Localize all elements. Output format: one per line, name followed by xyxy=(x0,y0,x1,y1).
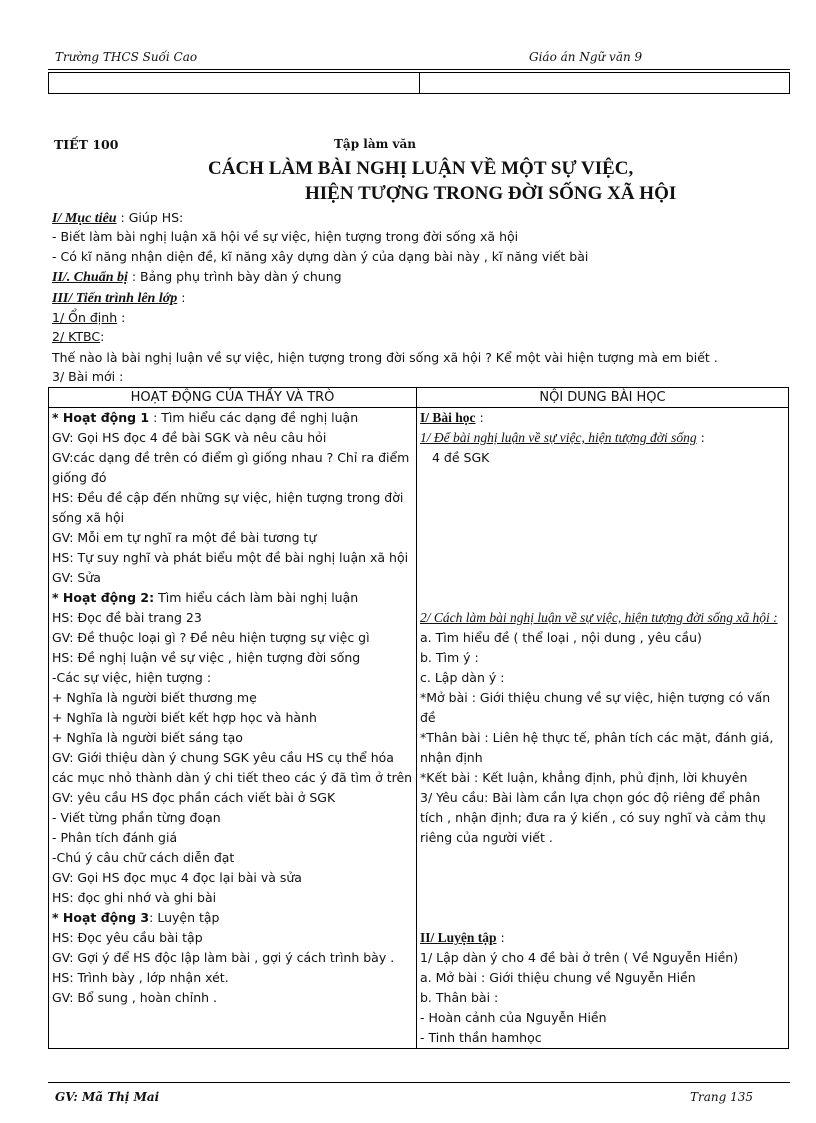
list-item: *Thân bài : Liên hệ thực tế, phân tích các mặt, đánh giá, nhận định xyxy=(420,730,774,765)
header-divider xyxy=(48,69,790,70)
list-item: + Nghĩa là người biết sáng tạo xyxy=(52,730,243,745)
section-2-practice-heading: II/ Luyện tập : xyxy=(420,930,505,945)
list-item: GV: yêu cầu HS đọc phần cách viết bài ở SGK xyxy=(52,790,336,805)
list-item: c. Lập dàn ý : xyxy=(420,670,505,685)
section-1-heading: I/ Bài học : xyxy=(420,410,484,425)
list-item: GV:các dạng đề trên có điểm gì giống nhau ? Chỉ ra điểm giống đó xyxy=(52,450,410,485)
process-heading: III/ Tiến trình lên lớp : xyxy=(52,290,186,306)
list-item: GV: Đề thuộc loại gì ? Đề nêu hiện tượng sự việc gì xyxy=(52,630,370,645)
activity-3-heading: * Hoạt động 3: Luyện tập xyxy=(52,910,220,925)
list-item: b. Thân bài : xyxy=(420,990,499,1005)
document-name: Giáo án Ngữ văn 9 xyxy=(529,50,643,64)
prep-heading: II/. Chuẩn bị : Bảng phụ trình bày dàn ý chung xyxy=(52,269,342,285)
step-1: 1/ Ổn định : xyxy=(52,310,126,325)
activities-cell xyxy=(49,408,417,1049)
step-2: 2/ KTBC: xyxy=(52,329,105,344)
list-item: HS: Tự suy nghĩ và phát biểu một đề bài nghị luận xã hội xyxy=(52,550,409,565)
list-item: GV: Gọi HS đọc 4 đề bài SGK và nêu câu hỏi xyxy=(52,430,327,445)
page-header xyxy=(55,50,788,68)
list-item: HS: Đọc yêu cầu bài tập xyxy=(52,930,203,945)
list-item: -Chú ý câu chữ cách diễn đạt xyxy=(52,850,235,865)
school-name: Trường THCS Suối Cao xyxy=(55,50,198,64)
list-item: - Viết từng phần từng đoạn xyxy=(52,810,221,825)
list-item: HS: đọc ghi nhớ và ghi bài xyxy=(52,890,217,905)
list-item: - Phân tích đánh giá xyxy=(52,830,178,845)
lesson-title-line2: HIỆN TƯỢNG TRONG ĐỜI SỐNG XÃ HỘI xyxy=(305,183,677,204)
activity-2-heading: * Hoạt động 2: Tìm hiểu cách làm bài nghị luận xyxy=(52,590,359,605)
footer-divider xyxy=(48,1082,790,1083)
footer-page-number: Trang 135 xyxy=(690,1090,754,1104)
list-item: 3/ Yêu cầu: Bài làm cần lựa chọn góc độ riêng để phân tích , nhận định; đưa ra ý kiến , có suy nghĩ và cảm thụ riêng của người viết . xyxy=(420,790,766,845)
table-head-right: NỘI DUNG BÀI HỌC xyxy=(417,388,789,408)
step-2-question: Thế nào là bài nghị luận về sự việc, hiện tượng trong đời sống xã hội ? Kể một vài hiện tượng mà em biết . xyxy=(52,350,718,365)
section-1-subheading: 1/ Để bài nghị luận về sự việc, hiện tượng đời sống : xyxy=(420,430,705,445)
activity-1-heading: * Hoạt động 1 : Tìm hiểu các dạng đề nghị luận xyxy=(52,410,359,425)
list-item: - Tinh thần hamhọc xyxy=(420,1030,542,1045)
list-item: GV: Sửa xyxy=(52,570,101,585)
objective-item: - Có kĩ năng nhận diện đề, kĩ năng xây dựng dàn ý của dạng bài này , kĩ năng viết bài xyxy=(52,249,589,264)
list-item: + Nghĩa là người biết kết hợp học và hành xyxy=(52,710,317,725)
step-3: 3/ Bài mới : xyxy=(52,369,124,384)
content-cell xyxy=(417,408,789,1049)
footer-teacher: GV: Mã Thị Mai xyxy=(55,1090,160,1104)
header-box xyxy=(48,72,790,94)
list-item: HS: Đề nghị luận về sự việc , hiện tượng đời sống xyxy=(52,650,361,665)
list-item: GV: Bổ sung , hoàn chỉnh . xyxy=(52,990,217,1005)
list-item: HS: Đọc đề bài trang 23 xyxy=(52,610,202,625)
list-item: HS: Đều đề cập đến những sự việc, hiện tượng trong đời sống xã hội xyxy=(52,490,404,525)
list-item: b. Tìm ý : xyxy=(420,650,479,665)
list-item: GV: Giới thiệu dàn ý chung SGK yêu cầu HS cụ thể hóa các mục nhỏ thành dàn ý chi tiết theo các ý đã tìm ở trên xyxy=(52,750,413,785)
list-item: HS: Trình bày , lớp nhận xét. xyxy=(52,970,229,985)
lesson-title-line1: CÁCH LÀM BÀI NGHỊ LUẬN VỀ MỘT SỰ VIỆC, xyxy=(208,158,634,179)
list-item: *Mở bài : Giới thiệu chung về sự việc, hiện tượng có vấn đề xyxy=(420,690,771,725)
list-item: *Kết bài : Kết luận, khẳng định, phủ định, lời khuyên xyxy=(420,770,748,785)
objective-item: - Biết làm bài nghị luận xã hội về sự việc, hiện tượng trong đời sống xã hội xyxy=(52,229,519,244)
objectives-heading: I/ Mục tiêu : Giúp HS: xyxy=(52,210,184,226)
section-2-heading: 2/ Cách làm bài nghị luận về sự việc, hiện tượng đời sống xã hội : xyxy=(420,610,778,625)
list-item: GV: Gọi HS đọc mục 4 đọc lại bài và sửa xyxy=(52,870,302,885)
spacer xyxy=(420,468,785,608)
table-head-left: HOẠT ĐỘNG CỦA THẦY VÀ TRÒ xyxy=(49,388,417,408)
lesson-number: TIẾT 100 xyxy=(54,137,119,152)
list-item: 1/ Lập dàn ý cho 4 đề bài ở trên ( Về Nguyễn Hiền) xyxy=(420,950,739,965)
list-item: GV: Gợi ý để HS độc lập làm bài , gợi ý cách trình bày . xyxy=(52,950,395,965)
lesson-type: Tập làm văn xyxy=(334,137,416,151)
list-item: + Nghĩa là người biết thương mẹ xyxy=(52,690,257,705)
list-item: - Hoàn cảnh của Nguyễn Hiền xyxy=(420,1010,607,1025)
spacer xyxy=(420,848,785,928)
section-1-text: 4 đề SGK xyxy=(432,450,490,465)
list-item: a. Tìm hiểu đề ( thể loại , nội dung , yêu cầu) xyxy=(420,630,702,645)
lesson-table xyxy=(48,387,789,1049)
list-item: a. Mở bài : Giới thiệu chung về Nguyễn Hiền xyxy=(420,970,696,985)
list-item: -Các sự việc, hiện tượng : xyxy=(52,670,212,685)
list-item: GV: Mỗi em tự nghĩ ra một đề bài tương tự xyxy=(52,530,317,545)
